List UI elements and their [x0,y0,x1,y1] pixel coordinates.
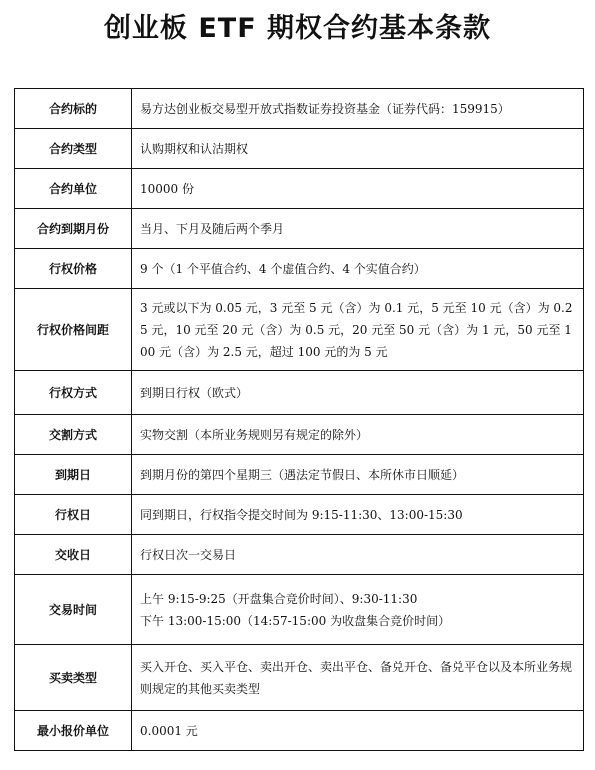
terms-row [15,645,584,711]
term-value [132,455,584,495]
term-value [132,289,584,371]
term-value-line: 到期日行权（欧式） [140,385,249,400]
term-label: 最小报价单位 [15,711,132,751]
term-value-line: 上午 9:15-9:25（开盘集合竞价时间）、9:30-11:30 [140,591,418,606]
term-label: 到期日 [15,455,132,495]
terms-row [15,249,584,289]
term-label: 合约标的 [15,89,132,129]
term-label: 合约类型 [15,129,132,169]
term-label: 行权方式 [15,371,132,415]
term-label: 交割方式 [15,415,132,455]
terms-row [15,169,584,209]
term-value [132,129,584,169]
term-value [132,371,584,415]
terms-table-body [15,89,584,751]
term-value [132,249,584,289]
terms-row [15,535,584,575]
page-title: 创业板 ETF 期权合约基本条款 [103,13,492,44]
terms-row [15,495,584,535]
term-value [132,209,584,249]
term-value [132,535,584,575]
term-label: 交易时间 [15,575,132,645]
term-value-line: 到期月份的第四个星期三（遇法定节假日、本所休市日顺延） [140,467,465,482]
terms-row [15,415,584,455]
term-value [132,169,584,209]
term-value-line: 当月、下月及随后两个季月 [140,221,285,236]
term-value [132,645,584,711]
term-value-line: 买入开仓、买入平仓、卖出开仓、卖出平仓、备兑开仓、备兑平仓以及本所业务规则规定的其他买卖类型 [140,659,573,696]
terms-row [15,129,584,169]
term-label: 交收日 [15,535,132,575]
contract-terms-table [14,88,584,751]
terms-row [15,89,584,129]
term-value-line: 行权日次一交易日 [140,547,237,562]
term-label: 买卖类型 [15,645,132,711]
term-value-line: 9 个（1 个平值合约、4 个虚值合约、4 个实值合约） [140,261,426,276]
terms-row [15,455,584,495]
term-value [132,89,584,129]
term-value [132,711,584,751]
term-label: 合约到期月份 [15,209,132,249]
term-value-line: 认购期权和认沽期权 [140,141,249,156]
term-value-line: 易方达创业板交易型开放式指数证券投资基金（证券代码：159915） [140,101,510,116]
terms-row [15,711,584,751]
term-value [132,415,584,455]
term-value [132,575,584,645]
term-value-line: 0.0001 元 [140,723,198,738]
term-value-line: 实物交割（本所业务规则另有规定的除外） [140,427,369,442]
terms-row [15,371,584,415]
term-label: 行权日 [15,495,132,535]
term-value-line: 3 元或以下为 0.05 元，3 元至 5 元（含）为 0.1 元，5 元至 10 元（含）为 0.25 元，10 元至 20 元（含）为 0.5 元，20 元至 50 元（含）为 1 元，50 元至 100 元（含）为 2.5 元，超过 100 元的为 5 元 [140,300,573,359]
term-value-line: 10000 份 [140,181,194,196]
term-label: 行权价格 [15,249,132,289]
term-value-line: 下午 13:00-15:00（14:57-15:00 为收盘集合竞价时间） [140,613,451,628]
terms-row [15,575,584,645]
term-value [132,495,584,535]
terms-row [15,289,584,371]
term-label: 行权价格间距 [15,289,132,371]
term-label: 合约单位 [15,169,132,209]
terms-row [15,209,584,249]
term-value-line: 同到期日，行权指令提交时间为 9:15-11:30、13:00-15:30 [140,507,463,522]
